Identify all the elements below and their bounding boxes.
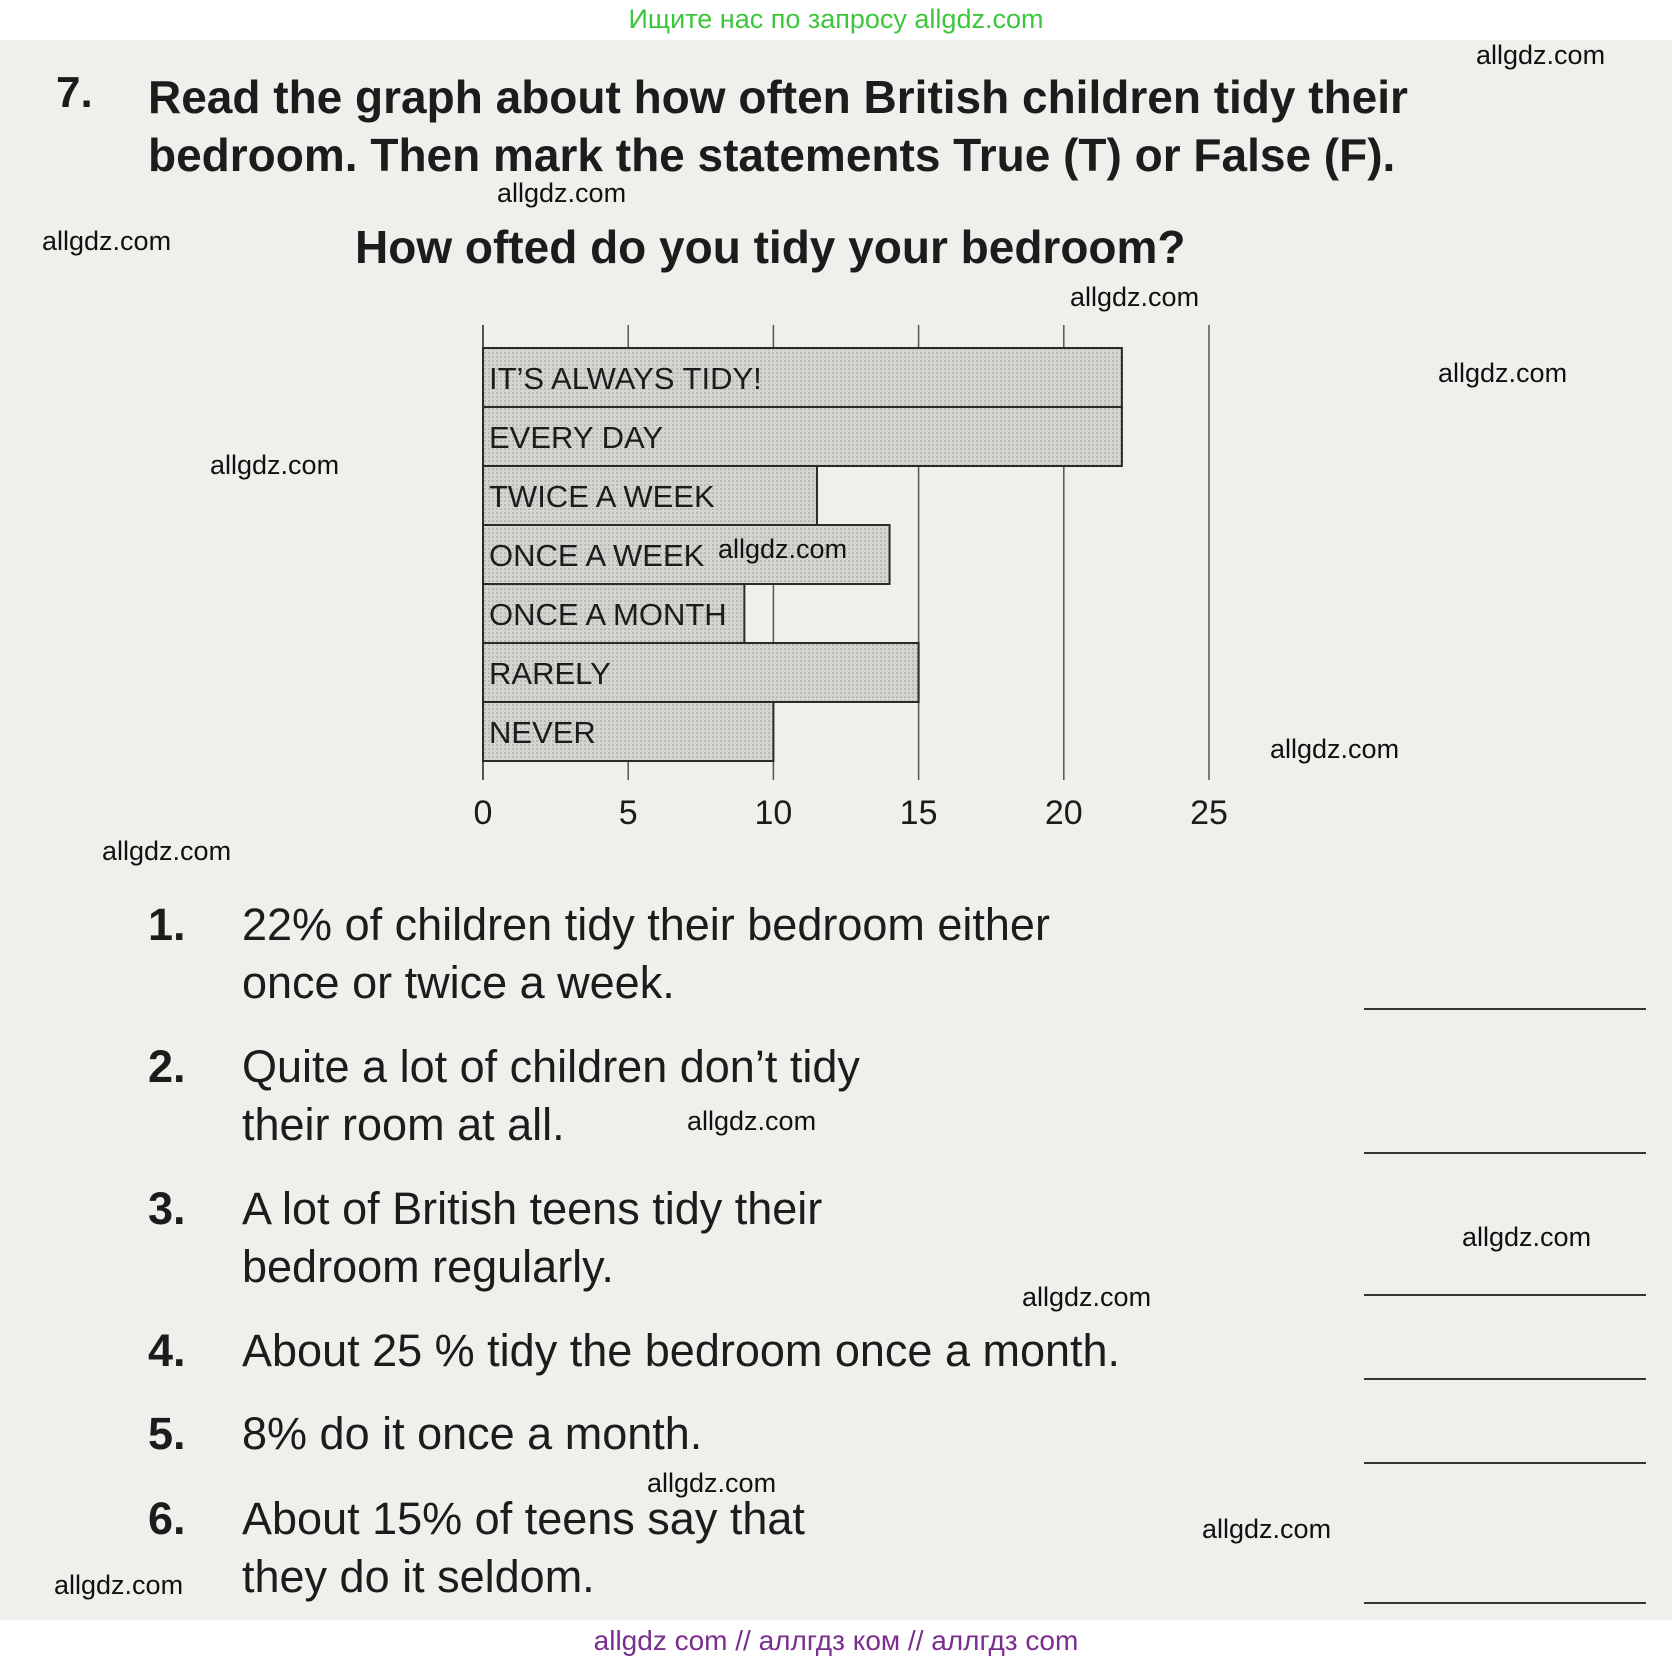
watermark: allgdz.com [1022,1282,1152,1312]
watermark: allgdz.com [718,534,848,564]
bar-category-label: ONCE A MONTH [489,597,727,632]
bar-category-label: ONCE A WEEK [489,538,705,573]
watermark: allgdz.com [210,450,340,480]
watermark: allgdz.com [42,226,172,256]
statement-text-line: their room at all. [242,1099,565,1150]
statement-text-line: About 25 % tidy the bedroom once a month. [242,1325,1121,1376]
bar-category-label: NEVER [489,715,596,750]
x-tick-label: 25 [1190,794,1228,832]
x-tick-label: 15 [899,794,938,832]
watermark: allgdz.com [687,1106,817,1136]
statement-text-line: bedroom regularly. [242,1241,614,1292]
statement-number: 4. [148,1325,186,1376]
watermark: allgdz.com [1476,40,1606,70]
exercise-number: 7. [56,68,93,117]
answer-line-1[interactable] [1364,1008,1646,1010]
watermark: allgdz.com [54,1570,184,1600]
x-tick-label: 20 [1044,794,1083,832]
x-tick-label: 5 [618,794,638,832]
instruction-line-1: Read the graph about how often British children tidy their [148,71,1408,123]
watermark: allgdz.com [1270,734,1400,764]
top-banner: Ищите нас по запросу allgdz.com [628,4,1044,34]
statement-text-line: About 15% of teens say that [242,1493,805,1544]
watermark: allgdz.com [1462,1222,1592,1252]
bottom-banner: allgdz com // аллгдз ком // аллгдз com [593,1625,1079,1656]
answer-line-5[interactable] [1364,1462,1646,1464]
statement-text-line: A lot of British teens tidy their [242,1183,823,1234]
answer-line-4[interactable] [1364,1378,1646,1380]
watermark: allgdz.com [497,178,627,208]
bar-category-label: IT’S ALWAYS TIDY! [489,361,762,396]
statement-text-line: they do it seldom. [242,1551,595,1602]
statement-text-line: once or twice a week. [242,957,675,1008]
x-tick-label: 0 [473,794,493,832]
instruction-line-2: bedroom. Then mark the statements True (T) or False (F). [148,129,1396,181]
x-tick-label: 10 [754,794,793,832]
bar-category-label: TWICE A WEEK [489,479,715,514]
watermark: allgdz.com [647,1468,777,1498]
chart-title: How ofted do you tidy your bedroom? [355,221,1186,273]
statement-number: 3. [148,1183,186,1234]
statement-number: 2. [148,1041,186,1092]
answer-line-3[interactable] [1364,1294,1646,1296]
statement-number: 5. [148,1408,186,1459]
statement-number: 6. [148,1493,186,1544]
answer-line-2[interactable] [1364,1152,1646,1154]
watermark: allgdz.com [102,836,232,866]
watermark: allgdz.com [1438,358,1568,388]
statement-text-line: 8% do it once a month. [242,1408,703,1459]
statement-text-line: 22% of children tidy their bedroom either [242,899,1050,950]
bar-category-label: EVERY DAY [489,420,664,455]
answer-line-6[interactable] [1364,1602,1646,1604]
bar-category-label: RARELY [489,656,611,691]
statement-number: 1. [148,899,186,950]
statement-text-line: Quite a lot of children don’t tidy [242,1041,860,1092]
watermark: allgdz.com [1070,282,1200,312]
watermark: allgdz.com [1202,1514,1332,1544]
